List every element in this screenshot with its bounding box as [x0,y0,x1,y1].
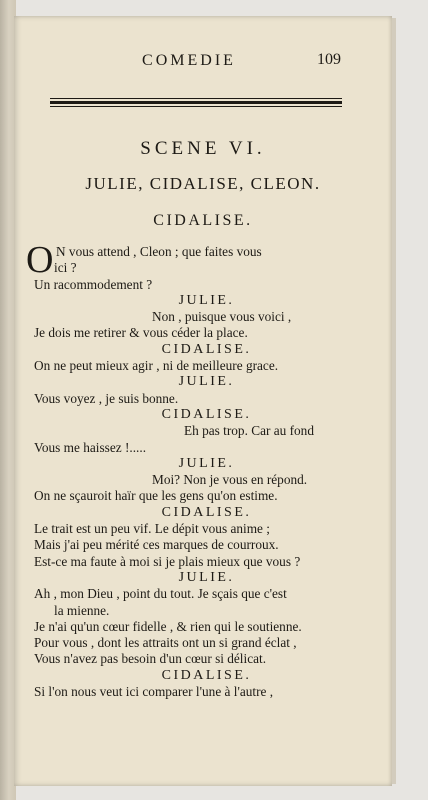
verse-line: Si l'on nous veut ici comparer l'une à l'autre , [34,684,274,700]
verse-line: Non , puisque vous voici , [152,309,292,325]
book-page [14,16,392,786]
verse-line: Moi? Non je vous en répond. [152,472,308,488]
verse-line: Eh pas trop. Car au fond [184,423,314,439]
dialogue-text [26,239,379,700]
verse-line: Je dois me retirer & vous céder la place. [34,325,248,341]
verse-line: On ne peut mieux agir , ni de meilleure grace. [34,358,279,374]
drop-cap: O [26,239,54,281]
speaker-name: CIDALISE. [161,406,252,422]
speaker-name: CIDALISE. [161,504,252,520]
speaker-name: JULIE. [178,569,235,585]
scene-characters: JULIE, CIDALISE, CLEON. [85,174,321,193]
speaker-name: JULIE. [178,292,235,308]
speaker-name: JULIE. [178,455,235,471]
speaker-heading: CIDALISE. [153,212,253,229]
verse-line: Un racommodement ? [34,276,153,292]
scene-title: SCENE VI. [140,138,266,159]
verse-line: Est-ce ma faute à moi si je plais mieux que vous ? [34,553,301,569]
speaker-name: CIDALISE. [161,667,252,683]
verse-line: ici ? [54,260,77,276]
verse-line: Ah , mon Dieu , point du tout. Je sçais que c'est [34,586,287,602]
verse-line: Pour vous , dont les attraits ont un si grand éclat , [34,635,297,651]
verse-line: Le trait est un peu vif. Le dépit vous anime ; [34,521,270,537]
verse-line: Vous voyez , je suis bonne. [34,390,179,406]
verse-text: N vous attend , Cleon ; que faites vous [56,244,262,259]
running-head: COMEDIE [142,52,236,69]
verse-line: Vous n'avez pas besoin d'un cœur si délicat. [34,651,267,667]
page-number: 109 [317,51,341,68]
verse-line: Je n'ai qu'un cœur fidelle , & rien qui le soutienne. [34,618,302,634]
page-edge [392,18,396,784]
verse-line: Mais j'ai peu mérité ces marques de courroux. [34,537,279,553]
verse-line: la mienne. [54,602,110,618]
speaker-name: CIDALISE. [161,341,252,357]
verse-line: On ne sçauroit haïr que les gens qu'on estime. [34,488,278,504]
verse-line: Vous me haissez !..... [34,439,147,455]
ornamental-rule [50,98,342,107]
speaker-name: JULIE. [178,374,235,390]
page-header [14,52,392,82]
